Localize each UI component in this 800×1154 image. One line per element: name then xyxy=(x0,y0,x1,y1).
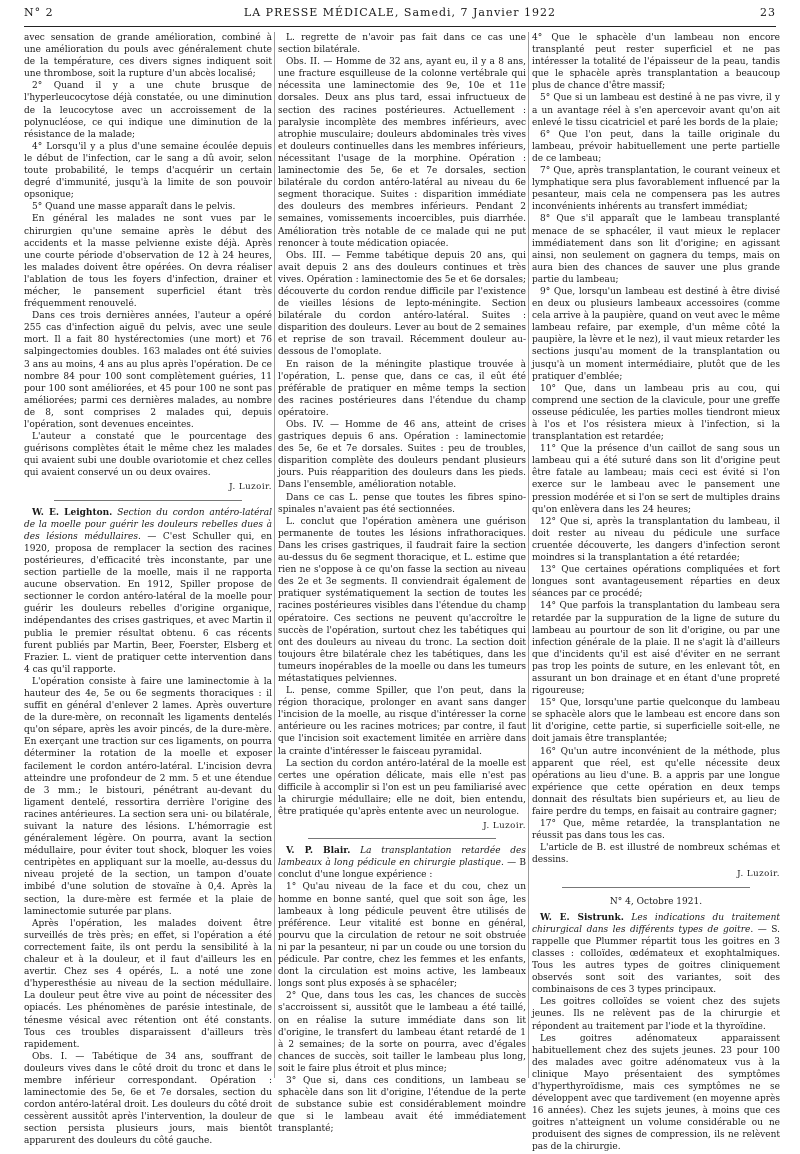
paragraph: 13° Que certaines opérations compliquées et fort longues sont avantageusement réparties en deux séances par ce procédé; xyxy=(532,565,780,600)
paragraph: Dans ce cas L. pense que toutes les fibres spino-spinales n'avaient pas été sectionnées. xyxy=(278,492,526,515)
paragraph: En raison de la méningite plastique trouvée à l'opération, L. pense que, dans ce cas, il eût été préférable de pratiquer en même temps la section des racines postérieures dans l'étendue du champ opératoire. xyxy=(278,359,526,418)
paragraph: Les goitres adénomateux apparaissent habituellement chez des sujets jeunes. 23 pour 100 des malades avec goitre adénomateux vus à la clinique Mayo présentaient des symptômes d'hyperthyroïdisme, mais ces symptômes ne se développent avec que tardivement (en moyenne après 16 années). Chez les sujets jeunes, à moins que ces goitres n'atteignent un volume considérable ou ne produisent des signes de compression, ils ne relèvent pas de la chirurgie. xyxy=(532,1033,780,1153)
paragraph: 2° Que, dans tous les cas, les chances de succès s'accroissent si, aussitôt que le lambeau a été taillé, on en réalise la suture immédiate dans son lit d'origine, le transfert du lambeau étant retardé de 1 à 2 semaines; de la sorte on pourra, avec d'égales chances de succès, soit tailler le lambeau plus long, soit le faire plus étroit et plus mince; xyxy=(278,991,526,1074)
article-author: W. E. Sistrunk. xyxy=(540,912,624,923)
author-signature: J. Luzoir. xyxy=(737,869,780,880)
page-number: 23 xyxy=(760,6,776,19)
article-separator xyxy=(54,500,242,501)
paragraph: L. pense, comme Spiller, que l'on peut, dans la région thoracique, prolonger en avant sans danger l'incision de la moelle, au risque d'intéresser la corne antérieure ou les racines motrices; par contre, il faut que l'incision soit exactement limitée en arrière dans la crainte d'intéresser le faisceau pyramidal. xyxy=(278,686,526,757)
issue-heading: N° 4, Octobre 1921. xyxy=(609,896,703,907)
article-separator xyxy=(308,838,496,839)
paragraph: avec sensation de grande amélioration, combiné à une amélioration du pouls avec généralement chute de la température, ces divers signes indiquent soit une thrombose, soit la rupture d'un abcès localisé; xyxy=(24,33,272,80)
paragraph: 16° Qu'un autre inconvénient de la méthode, plus apparent que réel, est qu'elle nécessite deux opérations au lieu d'une. B. a appris par une longue expérience que cette opération en deux temps donnait des résultats bien supérieurs et, au lieu de faire perdre du temps, en faisait au contraire gagner; xyxy=(532,746,780,817)
paragraph: L. regrette de n'avoir pas fait dans ce cas une section bilatérale. xyxy=(278,33,526,56)
paragraph: L'auteur a constaté que le pourcentage des guérisons complètes était le même chez les malades qui avaient subi une double ovariotomie et chez celles qui avaient conservé un ou deux ovaires. xyxy=(24,432,272,479)
article-lead: — C'est Schuller qui, en 1920, proposa de remplacer la section des racines postérieures, d'efficacité très inconstante, par une section partielle de la moelle, mais il ne rapporta aucune observation. En 1912, Spiller propose de sectionner le cordon antéro-latéral de la moelle pour guérir les douleurs rebelles d'origine organique, indépendantes des crises gastriques, et avec Martin il publia le premier résultat obtenu. 6 cas récents furent publiés par Martin, Beer, Foerster, Elsberg et Frazier. L. vient de pratiquer cette intervention dans 4 cas qu'il rapporte. xyxy=(24,531,272,675)
column-2 xyxy=(278,32,526,1135)
paragraph: 5° Quand une masse apparaît dans le pelvis. xyxy=(32,202,236,213)
paragraph: 5° Que si un lambeau est destiné à ne pas vivre, il y a un avantage réel à s'en apercevoir avant qu'on ait enlevé le tissu cicatriciel et paré les bords de la plaie; xyxy=(532,93,780,128)
paragraph: 7° Que, après transplantation, le courant veineux et lymphatique sera plus favorablement influencé par la pesanteur, mais cela ne compensera pas les autres inconvénients inhérents au transfert immédiat; xyxy=(532,166,780,213)
paragraph: 10° Que, dans un lambeau pris au cou, qui comprend une section de la clavicule, pour une greffe osseuse pédiculée, les parties molles tiendront mieux à l'os et l'os résistera mieux à l'infection, si la transplantation est retardée; xyxy=(532,383,780,443)
running-header xyxy=(24,6,776,24)
paragraph: Dans ces trois dernières années, l'auteur a opéré 255 cas d'infection aiguë du pelvis, avec une seule mort. Il a fait 80 hystérectomies (une mort) et 76 salpingectomies doubles. 163 malades ont été suivies 3 ans au moins, 4 ans au plus après l'opération. De ce nombre 84 pour 100 sont complètement guéries, 11 pour 100 sont améliorées, et 45 pour 100 ne sont pas améliorées; parmi ces dernières malades, au nombre de 8, sont comprises 2 malades qui, depuis l'opération, sont devenues enceintes. xyxy=(24,311,272,430)
author-signature: J. Luzoir. xyxy=(229,482,272,493)
paragraph: Obs. I. — Tabétique de 34 ans, souffrant de douleurs vives dans le côté droit du tronc et dans le membre inférieur correspondant. Opération : laminectomie des 5e, 6e et 7e dorsales, section du cordon antéro-latéral droit. Les douleurs du côté droit cessèrent aussitôt après l'intervention, la douleur de section persista plusieurs jours, mais bientôt apparurent des douleurs du côté gauche. xyxy=(24,1051,272,1147)
paragraph: 11° Que la présence d'un caillot de sang sous un lambeau qui a été suturé dans son lit d'origine peut être fatale au lambeau; mais ceci est évité si l'on exerce sur le lambeau avec le pansement une pression modérée et si l'on se sert de multiples drains qu'on enlèvera dans les 24 heures; xyxy=(532,444,780,515)
paragraph: 15° Que, lorsqu'une partie quelconque du lambeau se sphacèle alors que le lambeau est encore dans son lit d'origine, cette partie, si superficielle soit-elle, ne doit jamais être transplantée; xyxy=(532,698,780,745)
article-heading xyxy=(278,845,526,881)
paragraph: 17° Que, même retardée, la transplantation ne réussit pas dans tous les cas. xyxy=(532,819,780,842)
column-1 xyxy=(24,32,272,1147)
paragraph: Obs. III. — Femme tabétique depuis 20 ans, qui avait depuis 2 ans des douleurs continues et très vives. Opération : laminectomie des 5e et 6e dorsales; découverte du cordon rendue difficile par l'existence de vieilles lésions de lepto-méningite. Section bilatérale du cordon antéro-latéral. Suites : disparition des douleurs. Lever au bout de 2 semaines et reprise de son travail. Récemment douleur au-dessous de l'omoplate. xyxy=(278,250,526,358)
paragraph: L'opération consiste à faire une laminectomie à la hauteur des 4e, 5e ou 6e segments thoraciques : il suffit en général d'enlever 2 lames. Après ouverture de la dure-mère, on reconnaît les ligaments dentelés qu'on sépare, après les avoir pincés, de la dure-mère. En exerçant une traction sur ces ligaments, on pourra déterminer la rotation de la moelle et exposer facilement le cordon antéro-latéral. L'incision devra atteindre une profondeur de 2 mm. 5 et une étendue de 3 mm.; le bistouri, pénétrant au-devant du ligament dentelé, ressortira derrière l'origine des racines antérieures. La section sera uni- ou bilatérale, suivant la nature des lésions. L'hémorragie est généralement légère. On pourra, avant la section médullaire, pour éviter tout shock, bloquer les voies centripètes en appliquant sur la moelle, au-dessus du niveau projeté de la section, un tampon d'ouate imbibé d'une solution de stovaïne à 0,4. Après la section, la dure-mère est fermée et la plaie de laminectomie suturée par plans. xyxy=(24,676,272,917)
article-lead: — B conclut d'une longue expérience : xyxy=(278,858,526,881)
paragraph: 14° Que parfois la transplantation du lambeau sera retardée par la suppuration de la ligne de suture du lambeau au pourtour de son lit d'origine, ou par une infection générale de la plaie. Il ne s'agit là d'ailleurs que d'incidents qu'il est aisé d'éviter en ne serrant pas trop les points de suture, en les enlevant tôt, en assurant un bon drainage et en étant d'une propreté rigoureuse; xyxy=(532,601,780,697)
paragraph: 12° Que si, après la transplantation du lambeau, il doit rester au niveau du pédicule une surface cruentée découverte, les dangers d'infection seront moindres si la transplantation a été retardée; xyxy=(532,516,780,564)
paragraph: Après l'opération, les malades doivent être surveillés de très près; en effet, si l'opération a été correctement faite, ils ont perdu la sensibilité à la chaleur et à la douleur, et il faut d'ailleurs les en avertir. Chez ses 4 opérés, L. a noté une zone d'hyperesthésie au niveau de la section médullaire. La douleur peut être vive au point de nécessiter des opiacés. Les phénomènes de parésie intestinale, de ténesme vésical avec rétention ont été constants. Tous ces troubles disparaissent d'ailleurs très rapidement. xyxy=(24,918,272,1050)
paragraph: L'article de B. est illustré de nombreux schémas et dessins. xyxy=(532,843,780,866)
column-divider xyxy=(528,32,529,1078)
paragraph: 1° Qu'au niveau de la face et du cou, chez un homme en bonne santé, quel que soit son âge, les lambeaux à long pédicule peuvent être utilisés de préférence. Leur vitalité est bonne en général, pourvu que la circulation de retour ne soit obstruée ni par la pesanteur, ni par un coude ou une torsion du pédicule. Par contre, chez les femmes et les enfants, dont la circulation est moins active, les lambeaux longs sont plus exposés à se sphacéler; xyxy=(278,882,526,990)
article-heading xyxy=(532,912,780,997)
article-lead: — S. rappelle que Plummer répartit tous les goitres en 3 classes : colloïdes, œdémateux et exophtalmiques. Tous les autres types de goitres cliniquement observés sont soit des variantes, soit des combinaisons de ces 3 types principaux. xyxy=(532,924,780,996)
article-title: Section du cordon antéro-latéral de la moelle pour guérir les douleurs rebelles dues à des lésions médullaires. xyxy=(24,507,272,542)
article-title: La transplantation retardée des lambeaux à long pédicule en chirurgie plastique. xyxy=(278,846,526,869)
paragraph: 4° Lorsqu'il y a plus d'une semaine écoulée depuis le début de l'infection, car le sang a dû avoir, selon toute probabilité, le temps d'acquérir un certain degré d'immunité, jusqu'à la limite de son pouvoir opsonique; xyxy=(24,141,272,201)
article-heading xyxy=(24,507,272,676)
issue-number: N° 2 xyxy=(24,6,54,19)
column-3 xyxy=(532,32,780,1153)
paragraph: 4° Que le sphacèle d'un lambeau non encore transplanté peut rester superficiel et ne pas intéresser la totalité de l'épaisseur de la peau, tandis que le sphacèle après transplantation a beaucoup plus de chance d'être massif; xyxy=(532,33,780,92)
column-divider xyxy=(274,32,275,1078)
article-title: Les indications du traitement chirurgical dans les différents types de goitre. xyxy=(532,912,780,935)
paragraph: Obs. IV. — Homme de 46 ans, atteint de crises gastriques depuis 6 ans. Opération : laminectomie des 5e, 6e et 7e dorsales. Suites : peu de troubles, disparition complète des douleurs pendant plusieurs jours. Puis réapparition des douleurs dans les pieds. Dans l'ensemble, amélioration notable. xyxy=(278,420,526,491)
journal-title: LA PRESSE MÉDICALE, Samedi, 7 Janvier 1922 xyxy=(243,6,557,19)
paragraph: La section du cordon antéro-latéral de la moelle est certes une opération délicate, mais elle n'est pas difficile à accomplir si l'on est un peu familiarisé avec la chirurgie médullaire; elle ne doit, bien entendu, être pratiquée qu'après entente avec un neurologue. xyxy=(278,758,526,817)
paragraph: Obs. II. — Homme de 32 ans, ayant eu, il y a 8 ans, une fracture esquilleuse de la colonne vertébrale qui nécessita une laminectomie des 9e, 10e et 11e dorsales. Deux ans plus tard, essai infructueux de section des racines postérieures. Actuellement : paralysie incomplète des membres inférieurs, avec atrophie musculaire; douleurs abdominales très vives et douleurs continuelles dans les membres inférieurs, nécessitant l'usage de la morphine. Opération : laminectomie des 5e, 6e et 7e dorsales, section bilatérale du cordon antéro-latéral au niveau du 6e segment thoracique. Suites : disparition immédiate des douleurs des membres inférieurs. Pendant 2 semaines, vomissements incoercibles, puis diarrhée. Amélioration très notable de ce malade qui ne put renoncer à toute médication opiacée. xyxy=(278,57,526,249)
paragraph: 3° Que si, dans ces conditions, un lambeau se sphacèle dans son lit d'origine, l'étendue de la perte de substance subie est considérablement moindre que si le lambeau avait été immédiatement transplanté; xyxy=(278,1075,526,1135)
paragraph: 6° Que l'on peut, dans la taille originale du lambeau, prévoir habituellement une perte partielle de ce lambeau; xyxy=(532,129,780,164)
paragraph: En général les malades ne sont vues par le chirurgien qu'une semaine après le début des accidents et la masse pelvienne existe déjà. Après une courte période d'observation de 12 à 24 heures, les malades doivent être opérées. On devra réaliser l'ablation de tous les foyers d'infection, drainer et mécher, le pansement superficiel étant très fréquemment renouvelé. xyxy=(24,214,272,310)
paragraph: 8° Que s'il apparaît que le lambeau transplanté menace de se sphacéler, il vaut mieux le replacer immédiatement dans son lit d'origine; en agissant ainsi, non seulement on gagnera du temps, mais on aura bien des chances de sauver une plus grande partie du lambeau; xyxy=(532,214,780,285)
header-rule xyxy=(24,26,776,27)
article-separator xyxy=(562,887,750,888)
paragraph: 9° Que, lorsqu'un lambeau est destiné à être divisé en deux ou plusieurs lambeaux accessoires (comme cela arrive à la paupière, quand on veut avec le même lambeau refaire, par exemple, d'un même côté la paupière, la lèvre et le nez), il vaut mieux retarder les sections jusqu'au moment de la transplantation ou jusqu'à un moment intermédiaire, plutôt que de les pratiquer d'emblée; xyxy=(532,286,780,382)
paragraph: 2° Quand il y a une chute brusque de l'hyperleucocytose déjà constatée, ou une diminution de la leucocytose avec un accroissement de la polynucléose, ce qui indique une diminution de la résistance de la malade; xyxy=(24,81,272,140)
author-signature: J. Luzoir. xyxy=(483,821,526,832)
paragraph: L. conclut que l'opération amènera une guérison permanente de toutes les lésions infrathoraciques. Dans les crises gastriques, il faudrait faire la section au-dessus du 6e segment thoracique, et L. estime que rien ne s'oppose à ce qu'on fasse la section au niveau des 2e et 3e segments. Il conviendrait également de pratiquer systématiquement la section de toutes les racines postérieures visibles dans l'étendue du champ opératoire. Ces sections ne peuvent qu'accroître le succès de l'opération, surtout chez les tabétiques qui ont des douleurs au niveau du tronc. La section doit toujours être bilatérale chez les tabétiques, dans les tumeurs inopérables de la moelle ou dans les tumeurs métastatiques pelviennes. xyxy=(278,516,526,684)
article-author: V. P. Blair. xyxy=(286,846,351,857)
article-author: W. E. Leighton. xyxy=(32,507,113,518)
paragraph: Les goitres colloïdes se voient chez des sujets jeunes. Ils ne relèvent pas de la chirurgie et répondent au traitement par l'iode et la thyroïdine. xyxy=(532,997,780,1032)
